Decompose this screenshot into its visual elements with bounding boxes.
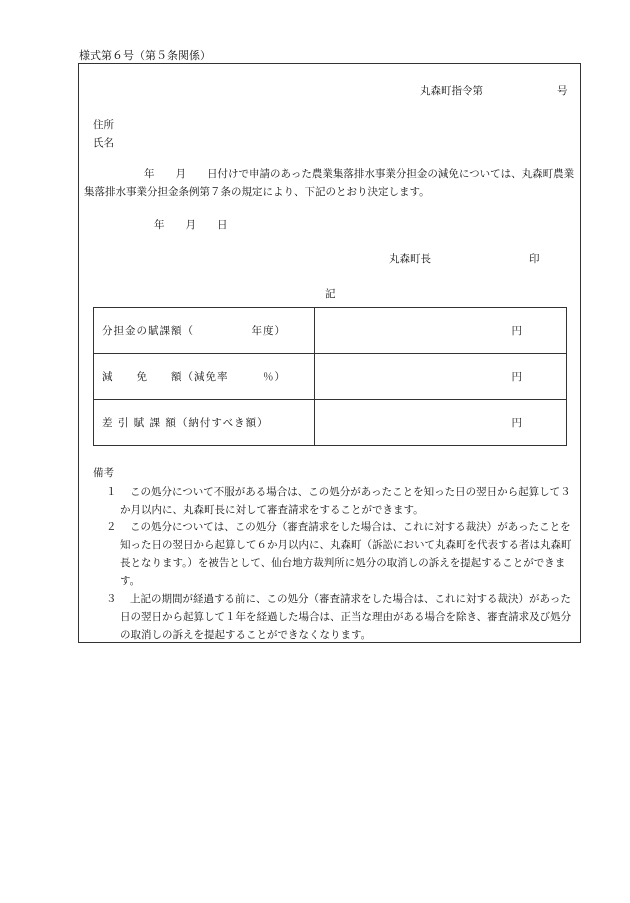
document-number-suffix: 号 (557, 85, 568, 97)
decision-body-text: 年 月 日付けで申請のあった農業集落排水事業分担金の減免については、丸森町農業集落排水事業分担金条例第７条の規定により、下記のとおり決定します。 (84, 168, 575, 198)
document-number-prefix: 丸森町指令第 (420, 85, 483, 97)
table-row (94, 308, 567, 354)
note-item (106, 483, 578, 519)
form-number: 様式第６号（第５条関係） (79, 49, 211, 62)
note-number: １ (106, 486, 117, 498)
amounts-table (93, 307, 567, 446)
assessment-amount-label: 分担金の賦課額（ 年度） (94, 308, 315, 354)
net-assessment-label: 差 引 賦 課 額（納付すべき額） (94, 400, 315, 446)
record-heading: 記 (325, 288, 336, 300)
note-text: この処分について不服がある場合は、この処分があったことを知った日の翌日から起算して３か月以内に、丸森町長に対して審査請求をすることができます。 (120, 486, 571, 516)
assessment-amount-unit: 円 (315, 308, 567, 354)
address-label: 住所 (93, 119, 114, 131)
exemption-amount-label: 減 免 額（減免率 ％） (94, 354, 315, 400)
note-text: この処分については、この処分（審査請求をした場合は、これに対する裁決）があったことを知った日の翌日から起算して６か月以内に、丸森町（訴訟において丸森町を代表する者は丸森町長となります。）を被告として、仙台地方裁判所に処分の取消しの訴えを提起することができます。 (120, 521, 572, 587)
exemption-amount-unit: 円 (315, 354, 567, 400)
note-number: ３ (106, 593, 117, 605)
notes-heading: 備考 (93, 467, 114, 479)
note-item (106, 518, 578, 590)
net-assessment-unit: 円 (315, 400, 567, 446)
seal-mark: 印 (529, 253, 540, 265)
decision-date: 年 月 日 (154, 219, 228, 231)
name-label: 氏名 (93, 137, 114, 149)
note-text: 上記の期間が経過する前に、この処分（審査請求をした場合は、これに対する裁決）があった日の翌日から起算して１年を経過した場合は、正当な理由がある場合を除き、審査請求及び処分の取消しの訴えを提起することができなくなります。 (120, 593, 572, 641)
table-row (94, 400, 567, 446)
table-row (94, 354, 567, 400)
note-number: ２ (106, 521, 117, 533)
issuer-title: 丸森町長 (389, 253, 431, 265)
note-item (106, 590, 578, 644)
